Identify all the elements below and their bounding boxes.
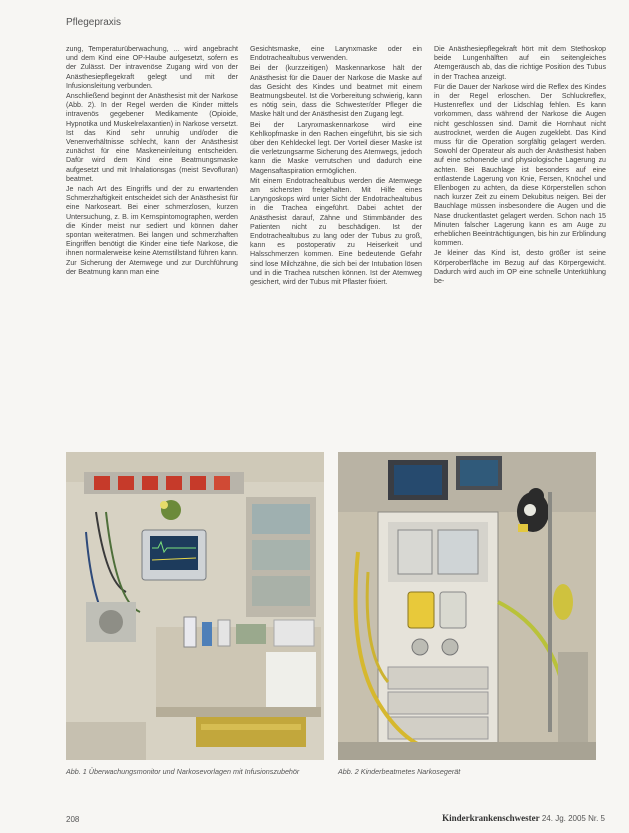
page-number: 208	[66, 815, 80, 824]
figure-anesthesia-machine	[338, 452, 596, 760]
anesthesia-machine-photo	[338, 452, 596, 760]
paragraph: zung, Temperaturüberwachung, ... wird angebracht und dem Kind eine OP-Haube aufgesetzt, sofern es der Zulässt. Der intravenöse Zugang wird von der Anästhesiepflegekraft gelegt und mit der Infusionsleitung verbunden.	[66, 45, 238, 90]
paragraph: Anschließend beginnt der Anästhesist mit der Narkose (Abb. 2). In der Regel werden die Kinder mittels intravenös gegebener Medikamente (Opioide, Hypnotika und Muskelrelaxantien) in Narkose versetzt. Ist das Kind sehr unruhig und/oder die Venenverhältnisse schlecht, kann der Anästhesist zunächst für eine Maskeneinleitung entscheiden. Dafür wird dem Kind eine Beatmungsmaske aufgesetzt und mit Inhalationsgas (meist Sevofluran) beatmet.	[66, 92, 238, 183]
paragraph: Bei der Larynxmaskennarkose wird eine Kehlkopfmaske in den Rachen eingeführt, bis sie sich über den Kehldeckel legt. Der Vorteil dieser Maske ist die verletzungsarme Sicherung des Atemwegs, jedoch kann die Maske verrutschen und dadurch eine Magensaftaspiration ermöglichen.	[250, 120, 422, 175]
section-header: Pflegepraxis	[66, 17, 122, 28]
text-column-2	[250, 45, 422, 445]
figure-monitoring-station	[66, 452, 324, 760]
paragraph: Gesichtsmaske, eine Larynxmaske oder ein Endotrachealtubus verwenden.	[250, 45, 422, 63]
paragraph: Für die Dauer der Narkose wird die Reflex des Kindes in der Regel erloschen. Der Schluckreflex, Hustenreflex und der Lidschlag fehlen. Es kann vorkommen, dass während der Narkose die Augen nicht geschlossen sind. Damit die Hornhaut nicht austrocknet, werden die Augen zugeklebt. Das Kind muss für die Operation sorgfältig gelagert werden. Sowohl der Operateur als auch der Anästhesist haben auf eine schonende und physiologische Lagerung zu achten. Bei Bauchlage ist besonders auf eine entlastende Lagerung von Knie, Fersen, Knöchel und Ellenbogen zu achten, da diese Körperstellen schon nach kurzer Zeit zu einem Dekubitus neigen. Bei der Bauchlage müssen insbesondere die Augen und die Nase druckentlastet gelagert werden. Schon nach 15 Minuten falscher Lagerung kann es am Auge zu erheblichen Beeinträchtigungen, bis hin zur Erblindung kommen.	[434, 82, 606, 248]
paragraph: Je kleiner das Kind ist, desto größer ist seine Körperoberfläche im Bezug auf das Körpergewicht. Dadurch wird auch im OP eine schnelle Unterkühlung be-	[434, 249, 606, 286]
paragraph: Bei der (kurzzeitigen) Maskennarkose hält der Anästhesist für die Dauer der Narkose die Maske auf das Gesicht des Kindes und beatmet mit einem Beatmungsbeutel. Ist die Vorbereitung schwierig, kann es nötig sein, dass die Schwester/der Pfleger die Maske hält und der Anästhesist den Zugang legt.	[250, 64, 422, 119]
monitor-station-photo	[66, 452, 324, 760]
text-column-3	[434, 45, 606, 445]
figure-1-caption: Abb. 1 Überwachungsmonitor und Narkosevorlagen mit Infusionszubehör	[66, 767, 300, 776]
journal-issue: 24. Jg. 2005 Nr. 5	[541, 814, 605, 823]
text-column-1	[66, 45, 238, 445]
journal-footer	[442, 813, 605, 823]
figure-2-caption: Abb. 2 Kinderbeatmetes Narkosegerät	[338, 767, 461, 776]
paragraph: Die Anästhesiepflegekraft hört mit dem Stethoskop beide Lungenhälften auf ein seitengleiches Atemgeräusch ab, das die richtige Position des Tubus in der Trachea anzeigt.	[434, 45, 606, 81]
journal-name: Kinderkrankenschwester	[442, 813, 540, 823]
paragraph: Mit einem Endotrachealtubus werden die Atemwege am sichersten freigehalten. Mit Hilfe eines Laryngoskops wird unter Sicht der Endotrachealtubus in die Trachea eingeführt. Dabei achtet der Anästhesist darauf, Zähne und Stimmbänder des Patienten nicht zu beschädigen. Ist der Endotrachealtubus zu lang oder der Tubus zu groß, kann es postoperativ zu Heiserkeit und Halsschmerzen kommen. Eine bedeutende Gefahr sind lose Milchzähne, die sich bei der Intubation lösen und in die Trachea rutschen können. Ist der Atemweg gesichert, wird der Tubus mit Pflaster fixiert.	[250, 176, 422, 287]
text-columns	[66, 45, 606, 445]
paragraph: Je nach Art des Eingriffs und der zu erwartenden Schmerzhaftigkeit entscheidet sich der Anästhesist für eine Narkoseart. Bei einer schmerzlosen, kurzen Untersuchung, z. B. im Kernspintomographen, werden die Kinder meist nur sediert und können daher spontan weiteratmen. Bei langen und schmerzhaften Eingriffen benötigt die Kinder eine tiefe Narkose, die ihnen normalerweise keine Atemstillstand führen kann. Zur Sicherung der Atemwege und zur Durchführung der Beatmung kann man eine	[66, 185, 238, 276]
